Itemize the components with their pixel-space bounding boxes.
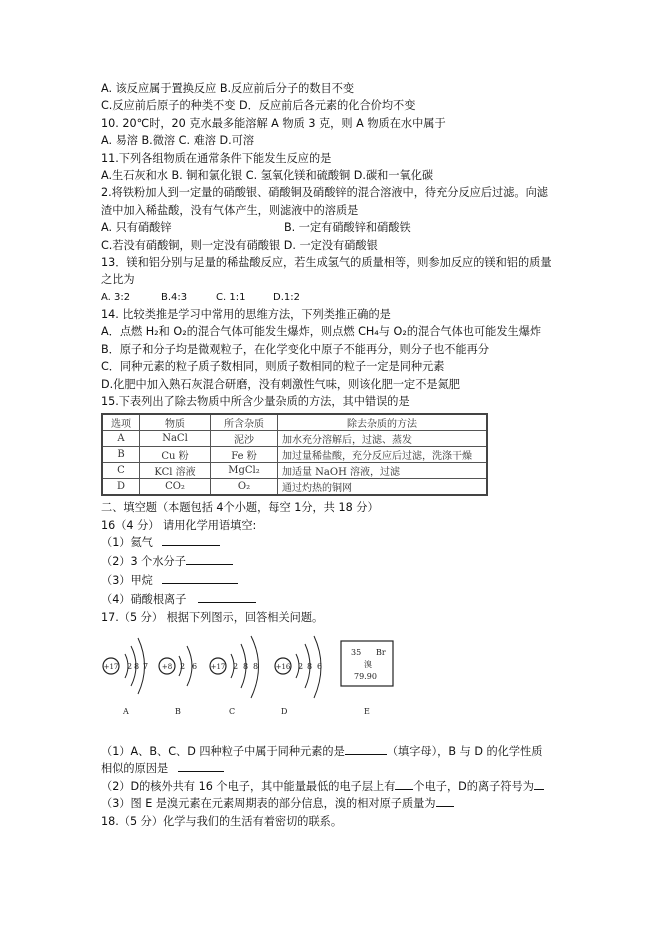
- element-symbol: Br: [376, 647, 386, 657]
- table-cell: KCl 溶液: [140, 463, 211, 479]
- q17-part-2: [101, 778, 581, 795]
- q17-part-3: [101, 795, 581, 812]
- table-header: 所含杂质: [211, 414, 278, 431]
- element-name: 溴: [364, 659, 372, 669]
- q13-stem-2: 之比为: [101, 273, 135, 287]
- q10-options: A. 易溶 B.微溶 C. 难溶 D.可溶: [101, 134, 255, 148]
- q12-stem-2: 渣中加入稀盐酸，没有气体产生，则滤液中的溶质是: [101, 203, 359, 217]
- table-cell: MgCl₂: [211, 463, 278, 479]
- q13-option: A. 3:2: [101, 291, 131, 303]
- section-2-heading: 二、填空题（本题包括 4个小题，每空 1分，共 18 分）: [101, 501, 379, 515]
- table-cell: A: [102, 431, 140, 447]
- q17-part-1-cont: [101, 760, 581, 777]
- table-row: [102, 479, 487, 496]
- shell-count: 2: [180, 661, 186, 671]
- q13-option: C. 1:1: [216, 291, 246, 303]
- q14-option-b: B．原子和分子均是微观粒子，在化学变化中原子不能再分，则分子也不能再分: [101, 342, 490, 356]
- q17-text: 相似的原因是: [101, 762, 169, 776]
- q17-text: （2）D的核外共有 16 个电子，其中能量最低的电子层上有: [101, 779, 396, 793]
- shell-count: 6: [192, 661, 198, 671]
- q16-item-3: [101, 572, 581, 591]
- shell-count: 8: [253, 661, 259, 671]
- atomic-mass: 79.90: [354, 671, 377, 681]
- answer-blank[interactable]: [345, 743, 387, 755]
- q12-stem-1: 2.将铁粉加人到一定量的硝酸银、硝酸铜及硝酸锌的混合溶液中，待充分反应后过滤。向滤: [101, 186, 548, 200]
- q16-item-label: （2）3 个水分子: [101, 555, 186, 569]
- q11-options: A.生石灰和水 B. 铜和氯化银 C. 氢氧化镁和硫酸铜 D.碳和一氧化碳: [101, 168, 434, 182]
- table-header: 除去杂质的方法: [278, 414, 488, 431]
- shell-count: 8: [243, 661, 249, 671]
- q13-stem-1: 13．镁和铝分别与足量的稀盐酸反应，若生成氢气的质量相等，则参加反应的镁和铝的质量: [101, 255, 552, 269]
- q12-options-ab: [101, 219, 581, 236]
- table-cell: 通过灼热的铜网: [278, 479, 488, 496]
- answer-blank[interactable]: [395, 778, 413, 790]
- answer-blank[interactable]: [178, 760, 224, 772]
- q14-option-a: A．点燃 H₂和 O₂的混合气体可能发生爆炸，则点燃 CH₄与 O₂的混合气体也可能发生爆炸: [101, 325, 542, 339]
- atomic-number: 35: [351, 647, 362, 657]
- q16-item-4: [101, 591, 581, 608]
- q16-item-2: [101, 553, 581, 572]
- table-cell: O₂: [211, 479, 278, 496]
- shell-count: 7: [143, 661, 149, 671]
- q11-stem: 11.下列各组物质在通常条件下能发生反应的是: [101, 151, 332, 165]
- shell-count: 2: [233, 661, 239, 671]
- answer-blank[interactable]: [186, 553, 233, 565]
- diagram-label: D: [281, 706, 288, 716]
- q16-item-label: （3）甲烷: [101, 574, 153, 588]
- shell-count: 2: [298, 661, 304, 671]
- atom-diagram-a: [103, 638, 148, 716]
- q17-text: （填字母），B 与 D 的化学性质: [386, 744, 543, 758]
- q16-item-1: [101, 534, 581, 553]
- diagram-label: E: [364, 706, 370, 716]
- table-row: [102, 447, 487, 463]
- q16-item-label: （1）氦气: [101, 536, 153, 550]
- exam-page: [101, 80, 581, 830]
- table-header: 选项: [102, 414, 140, 431]
- table-cell: NaCl: [140, 431, 211, 447]
- answer-blank[interactable]: [436, 795, 454, 807]
- q15-stem: 15.下表列出了除去物质中所含少量杂质的方法，其中错误的是: [101, 395, 410, 409]
- q13-options: [101, 289, 581, 306]
- q12-option-b: B. 一定有硝酸锌和硝酸铁: [284, 221, 411, 235]
- atom-structure-figure: [101, 626, 581, 736]
- table-cell: B: [102, 447, 140, 463]
- shell-count: 8: [134, 661, 140, 671]
- table-row: [102, 463, 487, 479]
- q16-stem: 16（4 分） 请用化学用语填空:: [101, 518, 257, 532]
- q14-option-c: C．同种元素的粒子质子数相同，则质子数相同的粒子一定是同种元素: [101, 360, 445, 374]
- diagram-label: B: [175, 706, 181, 716]
- nucleus-charge: +8: [161, 662, 173, 671]
- table-row: [102, 431, 487, 447]
- q13-option: D.1:2: [273, 291, 300, 303]
- q12-option-a: A. 只有硝酸锌: [101, 221, 172, 235]
- q16-item-label: （4）硝酸根离子: [101, 593, 187, 607]
- q17-part-1: [101, 743, 581, 760]
- q17-text: （1）A、B、C、D 四种粒子中属于同种元素的是: [101, 744, 345, 758]
- table-cell: 泥沙: [211, 431, 278, 447]
- diagram-label: A: [123, 706, 129, 716]
- q13-option: B.4:3: [161, 291, 188, 303]
- q10-stem: 10. 20℃时，20 克水最多能溶解 A 物质 3 克，则 A 物质在水中属于: [101, 116, 446, 130]
- table-cell: Fe 粉: [211, 447, 278, 463]
- nucleus-charge: +16: [275, 662, 291, 671]
- table-cell: D: [102, 479, 140, 496]
- atom-diagram-c: [210, 636, 259, 716]
- table-cell: Cu 粉: [140, 447, 211, 463]
- table-cell: C: [102, 463, 140, 479]
- table-cell: 加适量 NaOH 溶液，过滤: [278, 463, 488, 479]
- table-header-row: [102, 414, 487, 431]
- table-cell: CO₂: [140, 479, 211, 496]
- q12-options-cd: C.若没有硝酸铜，则一定没有硝酸银 D. 一定没有硝酸银: [101, 238, 378, 252]
- diagram-label: C: [229, 706, 236, 716]
- impurity-table: [101, 413, 488, 496]
- answer-blank[interactable]: [162, 572, 238, 584]
- q18-stem: 18.（5 分）化学与我们的生活有着密切的联系。: [101, 814, 343, 828]
- q9-options-cd: C.反应前后原子的种类不变 D．反应前后各元素的化合价均不变: [101, 99, 416, 113]
- atom-diagram-d: [275, 636, 322, 716]
- element-card-e: [341, 641, 393, 716]
- nucleus-charge: +17: [210, 662, 226, 671]
- shell-count: 6: [317, 661, 323, 671]
- table-header: 物质: [140, 414, 211, 431]
- q14-option-d: D.化肥中加入熟石灰混合研磨，没有刺激性气味，则该化肥一定不是氮肥: [101, 377, 460, 391]
- shell-count: 2: [127, 661, 133, 671]
- table-cell: 加水充分溶解后，过滤、蒸发: [278, 431, 488, 447]
- q17-stem: 17.（5 分） 根据下列图示，回答相关问题。: [101, 610, 324, 624]
- q14-stem: 14. 比较类推是学习中常用的思维方法，下列类推正确的是: [101, 308, 391, 322]
- shell-count: 8: [307, 661, 313, 671]
- nucleus-charge: +17: [103, 662, 119, 671]
- q17-text: （3）图 E 是溴元素在元素周期表的部分信息，溴的相对原子质量为: [101, 797, 436, 811]
- q17-text: 个电子，D的离子符号为: [413, 779, 534, 793]
- answer-blank[interactable]: [534, 778, 544, 790]
- q9-options-ab: A. 该反应属于置换反应 B.反应前后分子的数目不变: [101, 82, 355, 95]
- table-cell: 加过量稀盐酸，充分反应后过滤，洗涤干燥: [278, 447, 488, 463]
- answer-blank[interactable]: [198, 591, 256, 603]
- answer-blank[interactable]: [162, 534, 220, 546]
- atom-diagram-b: [159, 646, 197, 716]
